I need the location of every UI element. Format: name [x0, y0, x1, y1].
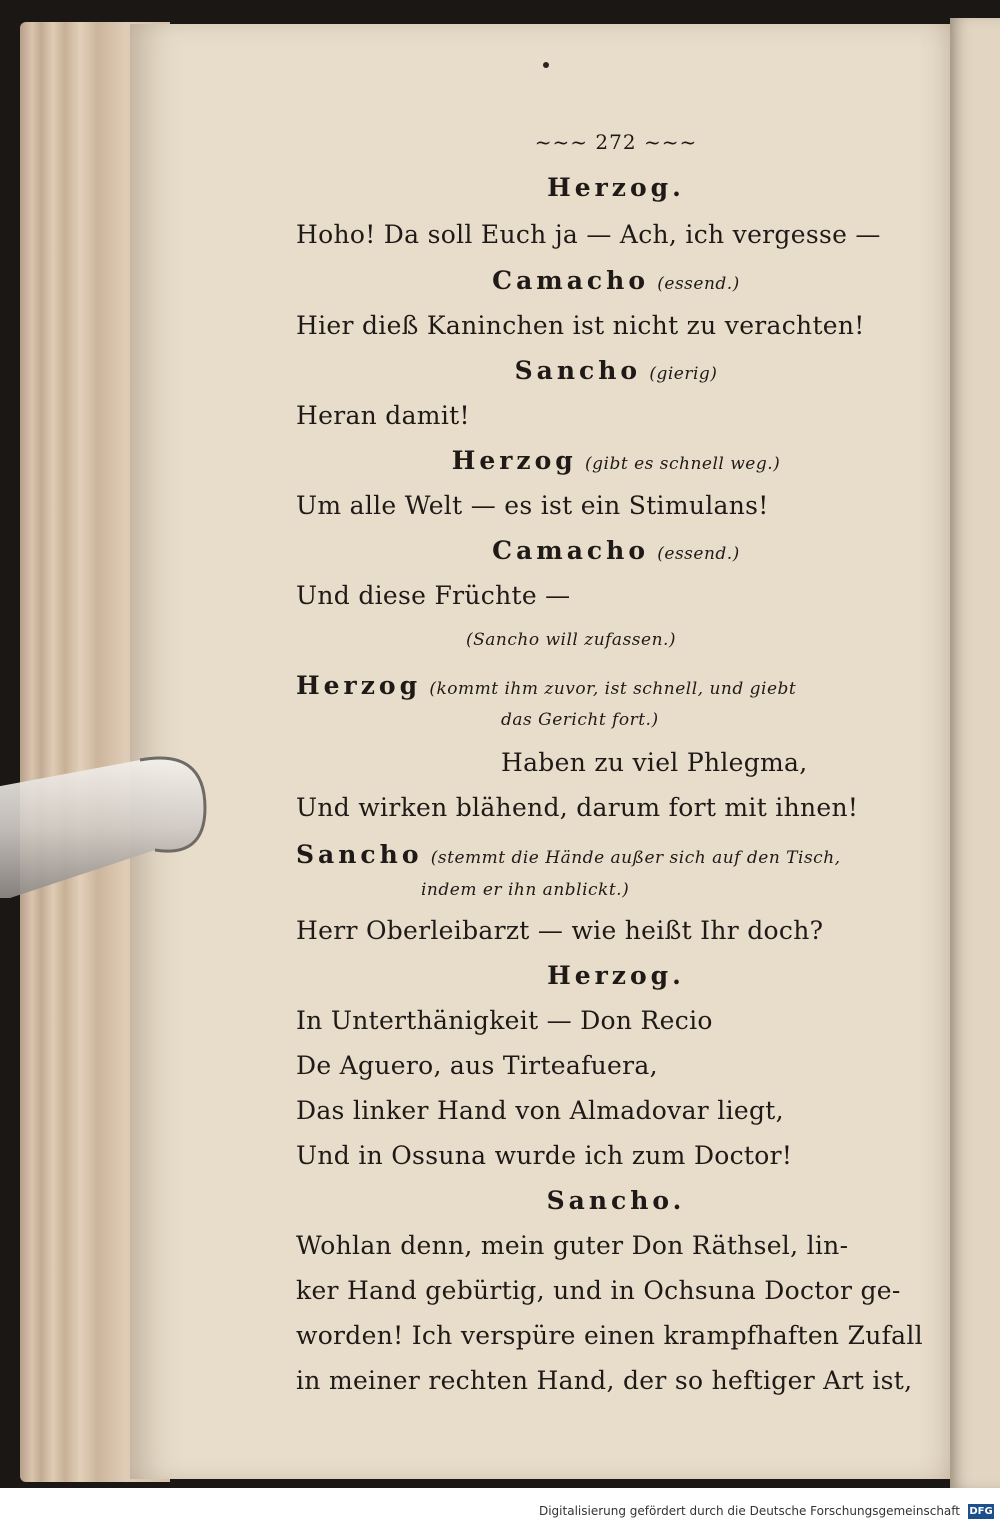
- verse-line-8: Herr Oberleibarzt — wie heißt Ihr doch?: [296, 916, 824, 945]
- verse-line-4: Um alle Welt — es ist ein Stimulans!: [296, 491, 769, 520]
- page-number-ornament-left: ~~~: [534, 130, 596, 154]
- facing-page-edge: [950, 18, 1000, 1488]
- page-number-ornament-right: ~~~: [636, 130, 698, 154]
- speaker-herzog-1: Herzog.: [547, 173, 685, 202]
- page-number: ~~~ 272 ~~~: [534, 130, 698, 154]
- stage-direction-1: (Sancho will zufassen.): [466, 630, 677, 650]
- verse-line-10: De Aguero, aus Tirteafuera,: [296, 1051, 658, 1080]
- prose-line-2: ker Hand gebürtig, und in Ochsuna Doctor ge-: [296, 1276, 901, 1305]
- speaker-camacho-1: Camacho (essend.): [492, 266, 740, 295]
- speaker-sancho-1: Sancho (gierig): [514, 356, 718, 385]
- speaker-camacho-2: Camacho (essend.): [492, 536, 740, 565]
- verse-line-5: Und diese Früchte —: [296, 581, 571, 610]
- verse-line-1: Hoho! Da soll Euch ja — Ach, ich vergesse —: [296, 220, 881, 249]
- verse-line-2: Hier dieß Kaninchen ist nicht zu verachten!: [296, 311, 865, 340]
- speaker-sancho-2: Sancho (stemmt die Hände außer sich auf den Tisch,: [296, 840, 841, 869]
- verse-line-12: Und in Ossuna wurde ich zum Doctor!: [296, 1141, 793, 1170]
- dfg-logo: DFG: [969, 1506, 993, 1517]
- prose-line-3: worden! Ich verspüre einen krampfhaften Zufall: [296, 1321, 923, 1350]
- stage-direction-3: indem er ihn anblickt.): [421, 880, 630, 900]
- stage-direction-2: das Gericht fort.): [501, 710, 659, 730]
- speaker-herzog-2: Herzog (gibt es schnell weg.): [451, 446, 781, 475]
- footer-bar: [0, 1488, 1000, 1528]
- verse-line-3: Heran damit!: [296, 401, 470, 430]
- speaker-herzog-3: Herzog (kommt ihm zuvor, ist schnell, und giebt: [296, 671, 797, 700]
- verse-line-6: Haben zu viel Phlegma,: [501, 748, 808, 777]
- footer-credit: Digitalisierung gefördert durch die Deutsche Forschungsgemeinschaft: [538, 1504, 960, 1518]
- prose-line-4: in meiner rechten Hand, der so heftiger Art ist,: [296, 1366, 913, 1395]
- verse-line-9: In Unterthänigkeit — Don Recio: [296, 1006, 713, 1035]
- verse-line-7: Und wirken blähend, darum fort mit ihnen!: [296, 793, 859, 822]
- prose-line-1: Wohlan denn, mein guter Don Räthsel, lin-: [296, 1231, 849, 1260]
- speaker-sancho-3: Sancho.: [546, 1186, 686, 1215]
- speaker-herzog-4: Herzog.: [547, 961, 685, 990]
- verse-line-11: Das linker Hand von Almadovar liegt,: [296, 1096, 784, 1125]
- ink-dot: [543, 62, 549, 68]
